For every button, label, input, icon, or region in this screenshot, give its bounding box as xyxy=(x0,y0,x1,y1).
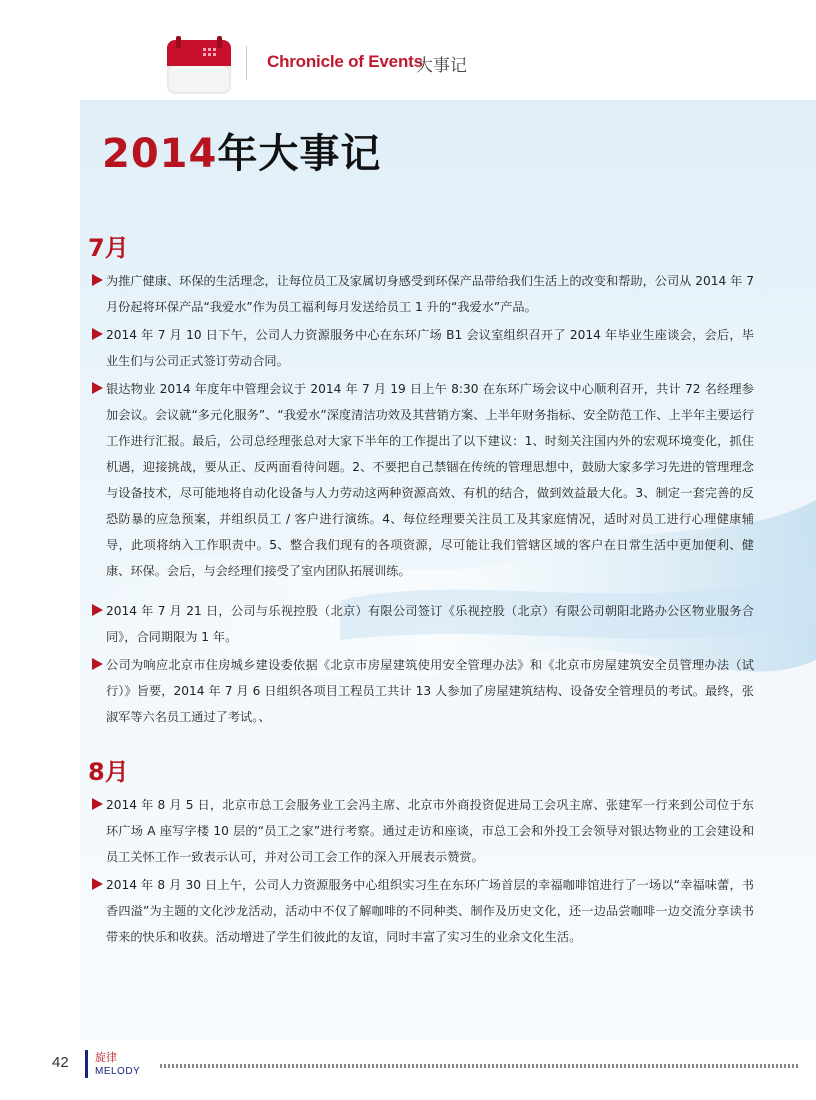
month-heading-august: 8月 xyxy=(88,758,129,786)
magazine-name-cn: 旋律 xyxy=(95,1051,117,1064)
list-item xyxy=(92,268,754,320)
title-text: 年大事记 xyxy=(217,131,382,177)
entry-text: 公司为响应北京市住房城乡建设委依据《北京市房屋建筑使用安全管理办法》和《北京市房屋建筑安全员管理办法（试行）》旨要，2014 年 7 月 6 日组织各项目工程员工共计 13 人参加了房屋建筑结构、设备安全管理员的考试。最终，张淑军等六名员工通过了考试。、 xyxy=(106,658,754,724)
triangle-bullet-icon xyxy=(92,382,103,394)
header-divider xyxy=(246,46,247,80)
footer-accent-bar xyxy=(85,1050,88,1078)
list-item xyxy=(92,652,754,730)
list-item xyxy=(92,376,754,584)
header-en-title: Chronicle of Events xyxy=(267,52,423,71)
triangle-bullet-icon xyxy=(92,658,103,670)
triangle-bullet-icon xyxy=(92,274,103,286)
triangle-bullet-icon xyxy=(92,328,103,340)
list-item xyxy=(92,322,754,374)
header-cn-title: 大事记 xyxy=(416,56,467,76)
list-item xyxy=(92,792,754,870)
triangle-bullet-icon xyxy=(92,604,103,616)
entry-text: 2014 年 7 月 21 日，公司与乐视控股（北京）有限公司签订《乐视控股（北京）有限公司朝阳北路办公区物业服务合同》，合同期限为 1 年。 xyxy=(106,604,754,644)
entry-text: 为推广健康、环保的生活理念，让每位员工及家属切身感受到环保产品带给我们生活上的改变和帮助，公司从 2014 年 7 月份起将环保产品“我爱水”作为员工福利每月发送给员工 1 升的“我爱水”产品。 xyxy=(106,274,754,314)
magazine-name-en: MELODY xyxy=(95,1066,141,1077)
title-year: 2014 xyxy=(102,131,218,177)
entry-text: 2014 年 7 月 10 日下午，公司人力资源服务中心在东环广场 B1 会议室组织召开了 2014 年毕业生座谈会，会后，毕业生们与公司正式签订劳动合同。 xyxy=(106,328,754,368)
entry-text: 银达物业 2014 年度年中管理会议于 2014 年 7 月 19 日上午 8:30 在东环广场会议中心顺利召开，共计 72 名经理参加会议。会议就“多元化服务”、“我爱水”深度清洁功效及其营销方案、上半年财务指标、安全防范工作、上半年主要运行工作进行汇报。最后，公司总经理张总对大家下半年的工作提出了以下建议：1、时刻关注国内外的宏观环境变化，抓住机遇，迎接挑战，要从正、反两面看待问题。2、不要把自己禁锢在传统的管理思想中，鼓励大家多学习先进的管理理念与设备技术，尽可能地将自动化设备与人力劳动这两种资源高效、有机的结合，做到效益最大化。3、制定一套完善的反恐防暴的应急预案，并组织员工 / 客户进行演练。4、每位经理要关注员工及其家庭情况，适时对员工进行心理健康辅导，此项将纳入工作职责中。5、整合我们现有的各项资源，尽可能让我们管辖区域的客户在日常生活中更加便利、健康、环保。会后，与会经理们接受了室内团队拓展训练。 xyxy=(106,382,754,578)
list-item xyxy=(92,598,754,650)
month-heading-july: 7月 xyxy=(88,234,129,262)
entry-text: 2014 年 8 月 30 日上午，公司人力资源服务中心组织实习生在东环广场首层的幸福咖啡馆进行了一场以“幸福味蕾，书香四溢”为主题的文化沙龙活动，活动中不仅了解咖啡的不同种类、制作及历史文化，还一边品尝咖啡一边交流分享读书带来的快乐和收获。活动增进了学生们彼此的友谊，同时丰富了实习生的业余文化生活。 xyxy=(106,878,754,944)
triangle-bullet-icon xyxy=(92,878,103,890)
footer-dotted-rule xyxy=(160,1064,800,1068)
list-item xyxy=(92,872,754,950)
calendar-icon xyxy=(163,34,235,96)
page-header xyxy=(0,0,816,100)
page-title xyxy=(102,122,381,179)
triangle-bullet-icon xyxy=(92,798,103,810)
entry-text: 2014 年 8 月 5 日，北京市总工会服务业工会冯主席、北京市外商投资促进局工会巩主席、张建军一行来到公司位于东环广场 A 座写字楼 10 层的“员工之家”进行考察。通过走访和座谈，市总工会和外投工会领导对银达物业的工会建设和员工关怀工作一致表示认可，并对公司工会工作的深入开展表示赞赏。 xyxy=(106,798,754,864)
page-number: 42 xyxy=(52,1054,69,1071)
